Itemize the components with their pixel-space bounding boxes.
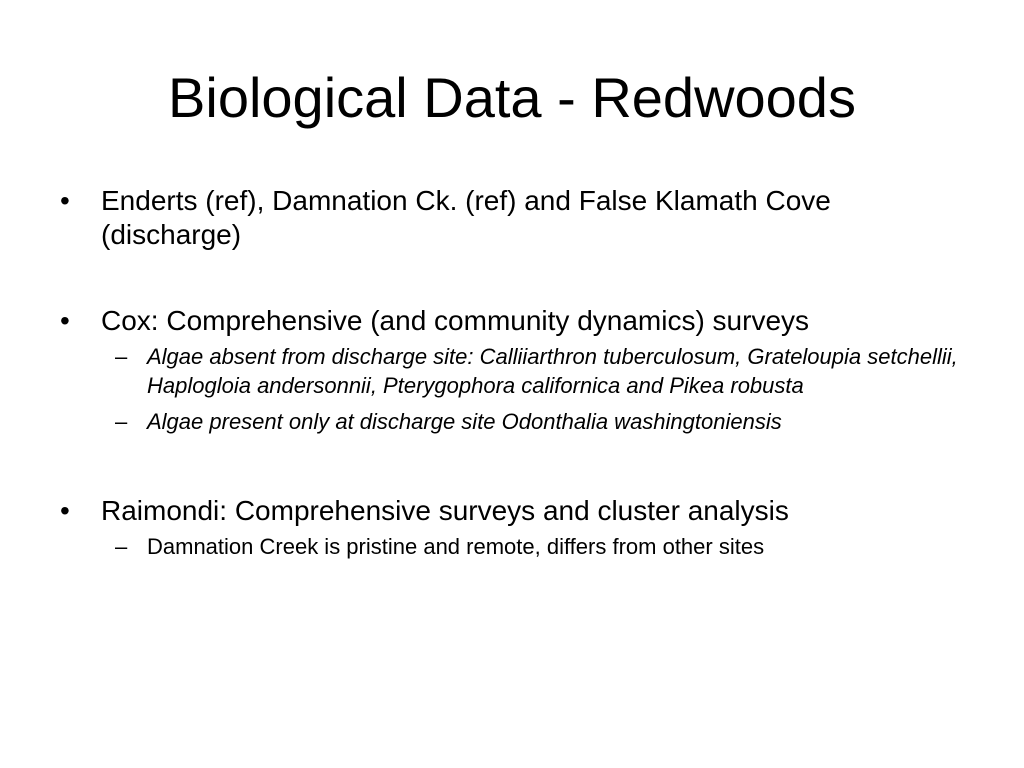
sub-item-algae-present: [60, 407, 960, 436]
bullet-marker: •: [60, 185, 70, 216]
sub-bullet-text: Algae present only at discharge site Odonthalia washingtoniensis: [147, 409, 782, 434]
bullet-marker: •: [60, 305, 70, 336]
bullet-text: Raimondi: Comprehensive surveys and cluster analysis: [101, 495, 789, 526]
sub-bullet-text: Algae absent from discharge site: Calliiarthron tuberculosum, Grateloupia setchellii, Haplogloia andersonnii, Pterygophora californica and Pikea robusta: [147, 344, 958, 398]
bullet-text: Enderts (ref), Damnation Ck. (ref) and False Klamath Cove (discharge): [101, 185, 831, 250]
bullet-item-cox: [60, 304, 960, 338]
sub-bullet-marker: –: [115, 344, 128, 369]
slide-body: [60, 184, 960, 561]
bullet-text: Cox: Comprehensive (and community dynamics) surveys: [101, 305, 810, 336]
sub-bullet-marker: –: [115, 534, 128, 559]
bullet-marker: •: [60, 495, 70, 526]
slide-title: Biological Data - Redwoods: [168, 66, 856, 129]
sub-item-algae-absent: [60, 342, 960, 400]
sub-bullet-marker: –: [115, 409, 128, 434]
bullet-item-raimondi: [60, 494, 960, 528]
bullet-item-enderts: [60, 184, 960, 252]
sub-bullet-text: Damnation Creek is pristine and remote, differs from other sites: [147, 534, 765, 559]
sub-item-damnation-creek: [60, 532, 960, 561]
